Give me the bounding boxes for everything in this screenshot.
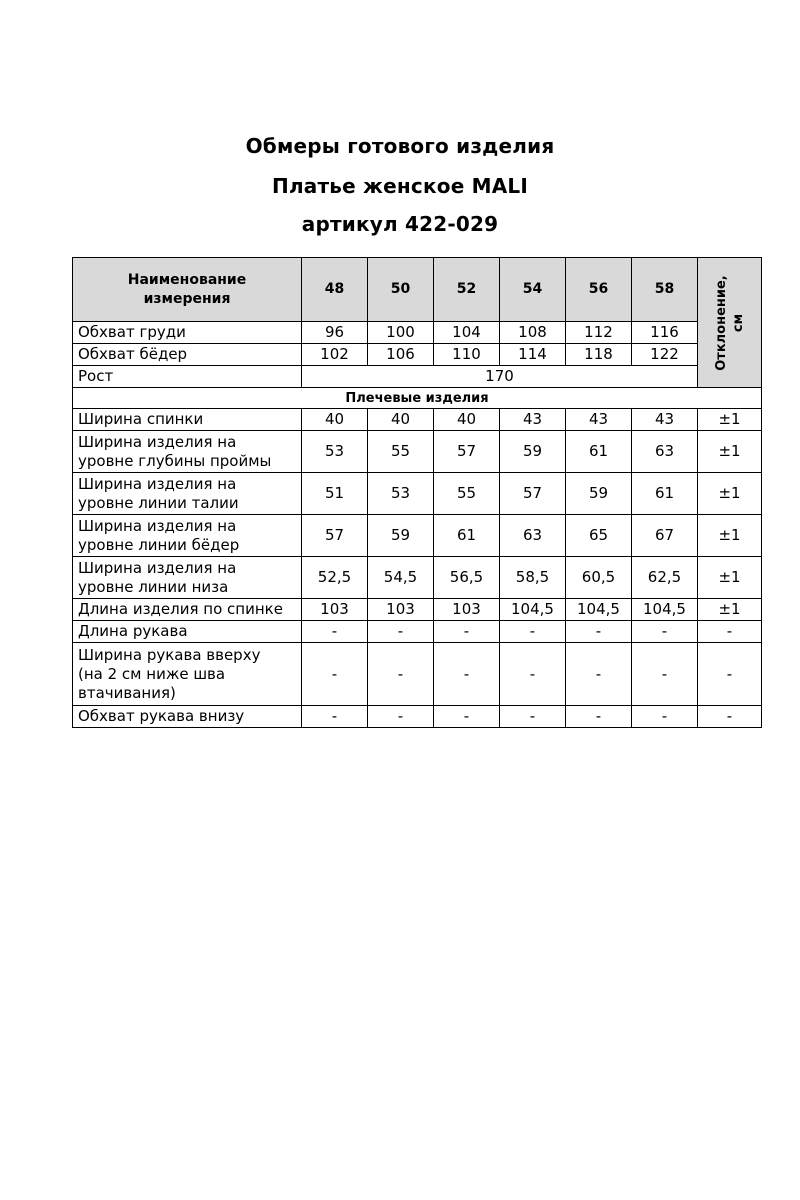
row-label xyxy=(73,621,302,643)
header-size: 48 xyxy=(302,258,368,322)
value-cell: - xyxy=(302,621,368,643)
row-label-line: уровне линии низа xyxy=(78,577,229,596)
value-cell: 65 xyxy=(566,515,632,557)
value-cell: 53 xyxy=(302,431,368,473)
value-cell: 57 xyxy=(302,515,368,557)
value-cell: 53 xyxy=(368,473,434,515)
header-size: 58 xyxy=(632,258,698,322)
row-label: Обхват бёдер xyxy=(73,344,302,366)
row-label-line: Ширина изделия на xyxy=(78,516,237,535)
header-size: 54 xyxy=(500,258,566,322)
value-cell: 104,5 xyxy=(632,599,698,621)
value-cell: - xyxy=(566,643,632,706)
row-label xyxy=(73,706,302,728)
value-cell: - xyxy=(632,643,698,706)
value-cell: - xyxy=(434,643,500,706)
row-label xyxy=(73,431,302,473)
deviation-cell: - xyxy=(698,643,762,706)
value-cell: - xyxy=(368,621,434,643)
deviation-cell: - xyxy=(698,706,762,728)
value-cell: 67 xyxy=(632,515,698,557)
value-cell: - xyxy=(500,706,566,728)
value-cell: 52,5 xyxy=(302,557,368,599)
row-label-line: Ширина изделия на xyxy=(78,474,237,493)
row-label-line: Длина изделия по спинке xyxy=(78,600,283,618)
height-value: 170 xyxy=(302,366,698,388)
section-heading: Плечевые изделия xyxy=(73,388,762,409)
value-cell: - xyxy=(500,643,566,706)
value-cell: 102 xyxy=(302,344,368,366)
value-cell: 103 xyxy=(368,599,434,621)
table-row xyxy=(73,322,762,344)
header-measurement-name xyxy=(73,258,302,322)
deviation-cell: ±1 xyxy=(698,515,762,557)
value-cell: 104,5 xyxy=(566,599,632,621)
value-cell: 60,5 xyxy=(566,557,632,599)
value-cell: - xyxy=(368,706,434,728)
row-label-line: Обхват рукава внизу xyxy=(78,707,245,725)
value-cell: 57 xyxy=(434,431,500,473)
table-row xyxy=(73,599,762,621)
value-cell: 110 xyxy=(434,344,500,366)
deviation-cell: - xyxy=(698,621,762,643)
value-cell: 118 xyxy=(566,344,632,366)
table-row xyxy=(73,515,762,557)
value-cell: 106 xyxy=(368,344,434,366)
value-cell: 40 xyxy=(434,409,500,431)
row-label xyxy=(73,599,302,621)
row-label xyxy=(73,473,302,515)
header-deviation-line2: см xyxy=(730,313,746,332)
row-label xyxy=(73,643,302,706)
value-cell: 40 xyxy=(302,409,368,431)
row-label xyxy=(73,515,302,557)
table-row xyxy=(73,621,762,643)
article-number: артикул 422-029 xyxy=(301,212,499,236)
value-cell: - xyxy=(566,621,632,643)
header-name-line1: Наименование xyxy=(127,271,247,288)
deviation-cell: ±1 xyxy=(698,431,762,473)
row-label-line: уровне линии бёдер xyxy=(78,535,240,554)
header-deviation xyxy=(698,258,762,388)
value-cell: 59 xyxy=(368,515,434,557)
table-row xyxy=(73,557,762,599)
row-label xyxy=(73,409,302,431)
row-label-line: Ширина изделия на xyxy=(78,558,237,577)
table-row xyxy=(73,706,762,728)
header-size: 56 xyxy=(566,258,632,322)
row-label-line: Ширина изделия на xyxy=(78,432,237,451)
value-cell: 114 xyxy=(500,344,566,366)
table-row xyxy=(73,473,762,515)
value-cell: - xyxy=(302,706,368,728)
value-cell: 63 xyxy=(500,515,566,557)
deviation-cell: ±1 xyxy=(698,557,762,599)
value-cell: 116 xyxy=(632,322,698,344)
value-cell: - xyxy=(566,706,632,728)
value-cell: 100 xyxy=(368,322,434,344)
row-label-line: Длина рукава xyxy=(78,622,188,640)
value-cell: 103 xyxy=(302,599,368,621)
value-cell: 54,5 xyxy=(368,557,434,599)
row-label-line: уровне линии талии xyxy=(78,493,239,512)
row-label xyxy=(73,557,302,599)
value-cell: - xyxy=(632,621,698,643)
deviation-cell: ±1 xyxy=(698,599,762,621)
table-row xyxy=(73,409,762,431)
row-label: Обхват груди xyxy=(73,322,302,344)
value-cell: - xyxy=(302,643,368,706)
value-cell: 104,5 xyxy=(500,599,566,621)
document-title: Обмеры готового изделия xyxy=(245,134,555,158)
value-cell: 122 xyxy=(632,344,698,366)
value-cell: - xyxy=(434,621,500,643)
deviation-cell: ±1 xyxy=(698,409,762,431)
header-row xyxy=(73,258,762,322)
value-cell: - xyxy=(632,706,698,728)
value-cell: 43 xyxy=(566,409,632,431)
value-cell: 62,5 xyxy=(632,557,698,599)
header-size: 52 xyxy=(434,258,500,322)
value-cell: 61 xyxy=(632,473,698,515)
value-cell: 43 xyxy=(500,409,566,431)
header-size: 50 xyxy=(368,258,434,322)
value-cell: 43 xyxy=(632,409,698,431)
value-cell: - xyxy=(434,706,500,728)
value-cell: 56,5 xyxy=(434,557,500,599)
height-row xyxy=(73,366,762,388)
deviation-cell: ±1 xyxy=(698,473,762,515)
header-deviation-line1: Отклонение, xyxy=(713,274,729,371)
row-label-line: Ширина спинки xyxy=(78,410,204,428)
row-label-line: втачивания) xyxy=(78,683,176,702)
value-cell: 104 xyxy=(434,322,500,344)
value-cell: - xyxy=(500,621,566,643)
value-cell: 51 xyxy=(302,473,368,515)
header-name-line2: измерения xyxy=(143,290,231,307)
value-cell: 61 xyxy=(566,431,632,473)
measurement-rows xyxy=(73,409,762,728)
value-cell: 63 xyxy=(632,431,698,473)
table-row xyxy=(73,431,762,473)
row-label-line: уровне глубины проймы xyxy=(78,451,272,470)
value-cell: 108 xyxy=(500,322,566,344)
table-row xyxy=(73,344,762,366)
value-cell: 96 xyxy=(302,322,368,344)
table-row xyxy=(73,643,762,706)
measurements-table xyxy=(72,257,762,728)
value-cell: - xyxy=(368,643,434,706)
value-cell: 55 xyxy=(368,431,434,473)
row-label-line: (на 2 см ниже шва xyxy=(78,664,226,683)
value-cell: 59 xyxy=(500,431,566,473)
value-cell: 59 xyxy=(566,473,632,515)
row-label: Рост xyxy=(73,366,302,388)
row-label-line: Ширина рукава вверху xyxy=(78,645,261,664)
value-cell: 57 xyxy=(500,473,566,515)
product-name: Платье женское MALI xyxy=(272,174,528,198)
value-cell: 112 xyxy=(566,322,632,344)
value-cell: 55 xyxy=(434,473,500,515)
value-cell: 58,5 xyxy=(500,557,566,599)
section-row xyxy=(73,388,762,409)
value-cell: 61 xyxy=(434,515,500,557)
value-cell: 40 xyxy=(368,409,434,431)
value-cell: 103 xyxy=(434,599,500,621)
